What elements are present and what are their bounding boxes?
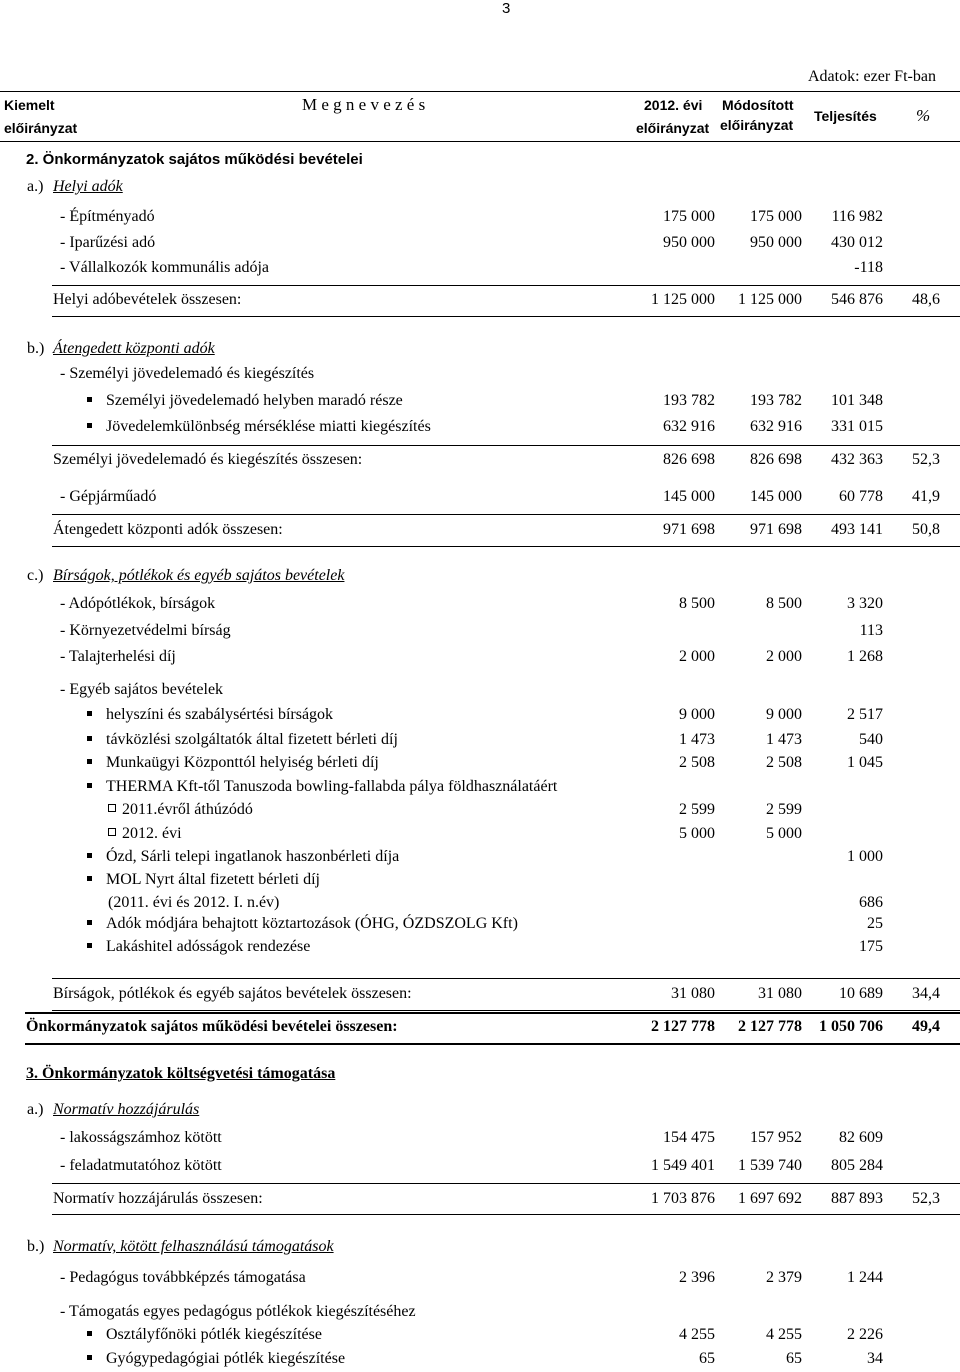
header-kiemelt-2: előirányzat	[4, 120, 78, 136]
bullet-icon	[87, 736, 92, 741]
bullet-icon	[87, 397, 92, 402]
header-megnevezes: M e g n e v e z é s	[302, 95, 426, 114]
table-row: helyszíni és szabálysértési bírságok 9 000 9 000 2 517	[0, 706, 960, 728]
grand-total-row: Önkormányzatok sajátos működési bevételei összesen: 2 127 778 2 127 778 1 050 706 49,4	[26, 1018, 940, 1035]
bullet-icon	[87, 943, 92, 948]
page-number: 3	[502, 0, 511, 17]
table-row: Személyi jövedelemadó helyben maradó része 193 782 193 782 101 348	[0, 392, 960, 414]
subtotal-row: Átengedett központi adók összesen: 971 698 971 698 493 141 50,8	[53, 521, 940, 538]
square-bullet-icon	[108, 828, 116, 836]
bullet-icon	[87, 920, 92, 925]
header-evi-2: előirányzat	[636, 120, 710, 136]
table-row: Ózd, Sárli telepi ingatlanok haszonbérleti díja 1 000	[0, 848, 960, 870]
table-row: 2012. évi 5 000 5 000	[0, 825, 960, 847]
table-row: - Építményadó 175 000 175 000 116 982	[60, 208, 883, 225]
bullet-icon	[87, 759, 92, 764]
table-row: (2011. évi és 2012. I. n.év) 686	[108, 894, 883, 911]
header-mod-2: előirányzat	[720, 117, 794, 133]
section-3a-heading: a.) Normatív hozzájárulás	[27, 1101, 200, 1118]
sum-divider	[52, 514, 960, 515]
bullet-icon	[87, 876, 92, 881]
subtotal-row: Bírságok, pótlékok és egyéb sajátos bevételek összesen: 31 080 31 080 10 689 34,4	[53, 985, 940, 1002]
grand-total-divider	[25, 1043, 960, 1045]
section-2c-heading: c.) Bírságok, pótlékok és egyéb sajátos bevételek	[27, 567, 345, 584]
table-row: Jövedelemkülönbség mérséklése miatti kiegészítés 632 916 632 916 331 015	[0, 418, 960, 440]
bullet-icon	[87, 423, 92, 428]
subheading: - Személyi jövedelemadó és kiegészítés	[60, 365, 315, 382]
sum-divider	[52, 285, 960, 286]
bullet-icon	[87, 711, 92, 716]
bullet-icon	[87, 1331, 92, 1336]
sum-divider	[52, 978, 960, 979]
header-bottom-line	[0, 141, 960, 142]
table-row: Adók módjára behajtott köztartozások (ÓHG, ÓZDSZOLG Kft) 25	[0, 915, 960, 937]
table-row: - Környezetvédelmi bírság 113	[60, 622, 883, 639]
table-row: THERMA Kft-től Tanuszoda bowling-fallabda pálya földhasználatáért	[0, 778, 960, 800]
table-row: - Adópótlékok, bírságok 8 500 8 500 3 320	[60, 595, 883, 612]
section-3b-heading: b.) Normatív, kötött felhasználású támogatások	[27, 1238, 334, 1255]
sum-divider	[52, 445, 960, 446]
table-row: Osztályfőnöki pótlék kiegészítése 4 255 4 255 2 226	[0, 1326, 960, 1348]
table-row: - lakosságszámhoz kötött 154 475 157 952 82 609	[60, 1129, 883, 1146]
header-top-line	[0, 91, 960, 92]
header-evi-1: 2012. évi	[644, 97, 703, 113]
header-teljesites: Teljesítés	[814, 108, 877, 124]
table-row: - Gépjárműadó 145 000 145 000 60 778 41,9	[60, 488, 940, 505]
section-3-title: 3. Önkormányzatok költségvetési támogatása	[26, 1065, 336, 1082]
subtotal-row: Normatív hozzájárulás összesen: 1 703 876 1 697 692 887 893 52,3	[53, 1190, 940, 1207]
square-bullet-icon	[108, 804, 116, 812]
table-row: MOL Nyrt által fizetett bérleti díj	[0, 871, 960, 893]
table-row: Lakáshitel adósságok rendezése 175	[0, 938, 960, 960]
bullet-icon	[87, 1355, 92, 1360]
header-mod-1: Módosított	[722, 97, 794, 113]
grand-total-divider	[25, 1012, 960, 1014]
sum-divider	[52, 1214, 960, 1215]
header-pct: %	[916, 106, 931, 125]
sum-divider	[52, 546, 960, 547]
subheading: - Támogatás egyes pedagógus pótlékok kiegészítéséhez	[60, 1303, 416, 1320]
table-row: - Pedagógus továbbképzés támogatása 2 396 2 379 1 244	[60, 1269, 883, 1286]
table-row: távközlési szolgáltatók által fizetett bérleti díj 1 473 1 473 540	[0, 731, 960, 753]
table-row: - Talajterhelési díj 2 000 2 000 1 268	[60, 648, 883, 665]
subheading: - Egyéb sajátos bevételek	[60, 681, 224, 698]
table-row: - Vállalkozók kommunális adója -118	[60, 259, 883, 276]
header-kiemelt-1: Kiemelt	[4, 97, 55, 113]
section-2b-heading: b.) Átengedett központi adók	[27, 340, 215, 357]
bullet-icon	[87, 783, 92, 788]
bullet-icon	[87, 853, 92, 858]
section-2-title: 2. Önkormányzatok sajátos működési bevételei	[26, 151, 363, 168]
table-row: 2011.évről áthúzódó 2 599 2 599	[0, 801, 960, 823]
sum-divider	[52, 1010, 960, 1011]
table-row: Munkaügyi Központtól helyiség bérleti díj 2 508 2 508 1 045	[0, 754, 960, 776]
table-row: Gyógypedagógiai pótlék kiegészítése 65 65 34	[0, 1350, 960, 1372]
table-row: - feladatmutatóhoz kötött 1 549 401 1 539 740 805 284	[60, 1157, 883, 1174]
table-row: - Iparűzési adó 950 000 950 000 430 012	[60, 234, 883, 251]
sum-divider	[52, 1183, 960, 1184]
subtotal-row: Személyi jövedelemadó és kiegészítés összesen: 826 698 826 698 432 363 52,3	[53, 451, 940, 468]
subtotal-row: Helyi adóbevételek összesen: 1 125 000 1 125 000 546 876 48,6	[53, 291, 940, 308]
section-2a-heading: a.) Helyi adók	[27, 178, 123, 195]
unit-note: Adatok: ezer Ft-ban	[808, 68, 936, 85]
sum-divider	[52, 316, 960, 317]
